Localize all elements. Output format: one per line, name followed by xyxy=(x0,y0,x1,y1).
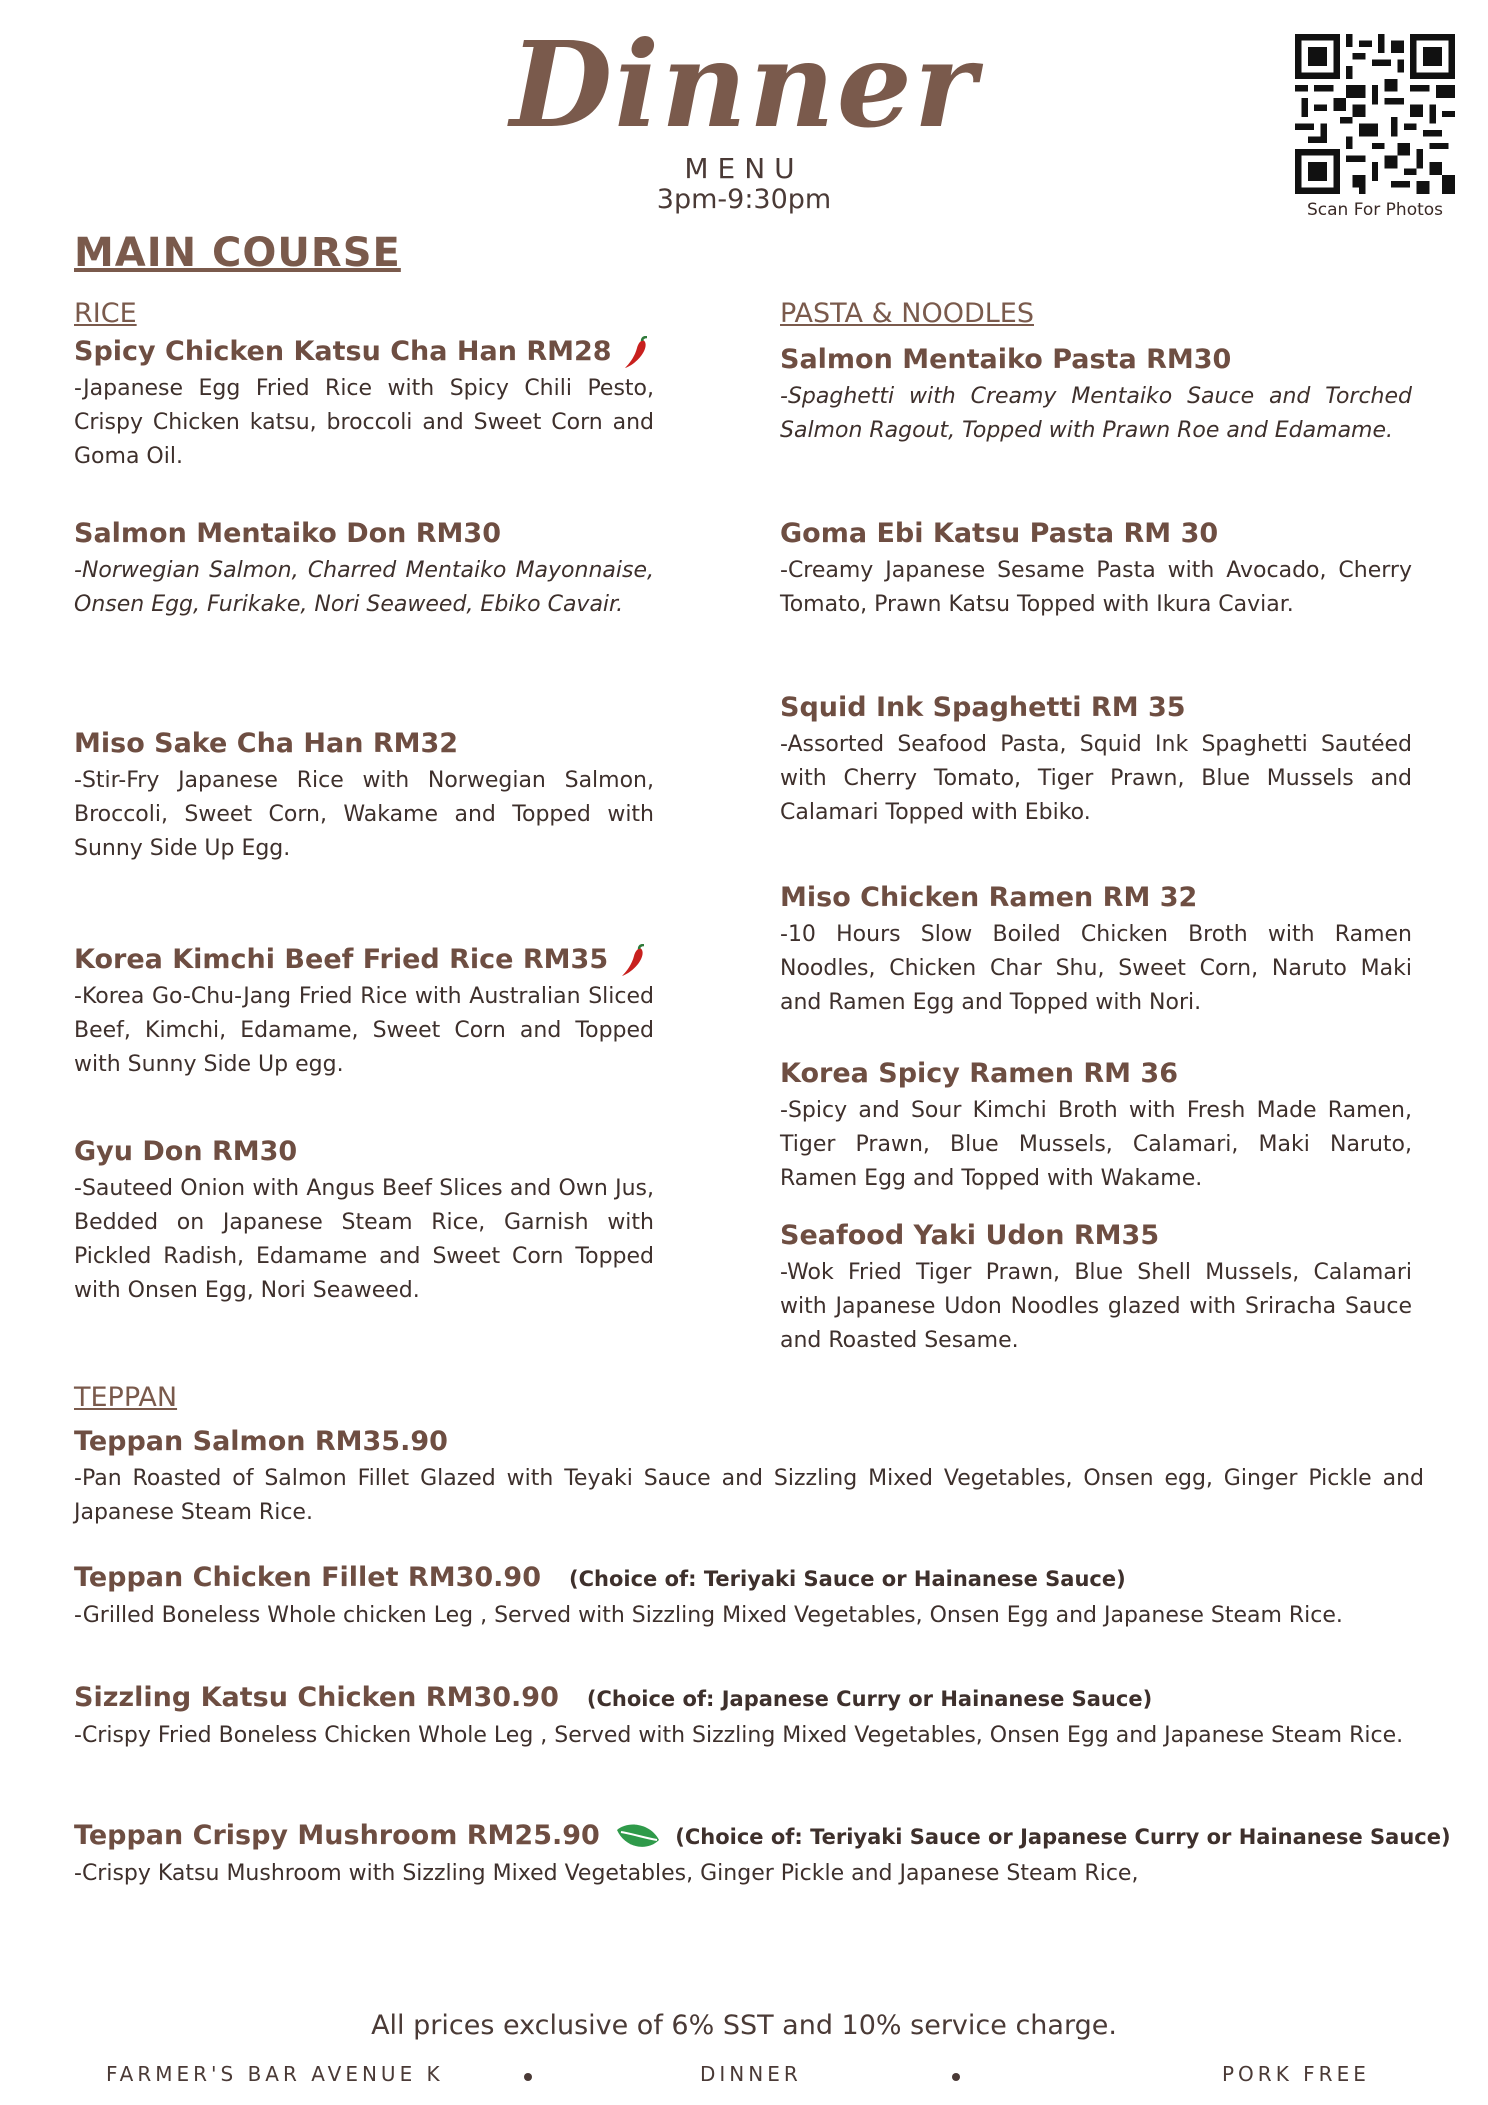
menu-item xyxy=(780,1218,1412,1358)
item-title: Squid Ink Spaghetti RM 35 xyxy=(780,692,1186,723)
item-title: Teppan Chicken Fillet RM30.90 (Choice of: Teriyaki Sauce or Hainanese Sauce) xyxy=(74,1562,1126,1593)
menu-item xyxy=(780,880,1412,1020)
item-description: -Crispy Fried Boneless Chicken Whole Leg , Served with Sizzling Mixed Vegetables, Onsen Egg and Japanese Steam Rice. xyxy=(74,1723,1404,1748)
item-title: Miso Chicken Ramen RM 32 xyxy=(780,882,1198,913)
rice-category: RICE xyxy=(74,298,137,329)
item-title: Teppan Crispy Mushroom RM25.90 (Choice of: Teriyaki Sauce or Japanese Curry or Hainanese Sauce) xyxy=(74,1820,1451,1851)
item-description: -10 Hours Slow Boiled Chicken Broth with Ramen Noodles, Chicken Char Shu, Sweet Corn, Naruto Maki and Ramen Egg and Topped with Nori. xyxy=(780,922,1412,1015)
sauce-choice: (Choice of: Teriyaki Sauce or Japanese Curry or Hainanese Sauce) xyxy=(675,1825,1451,1849)
item-title: Teppan Salmon RM35.90 xyxy=(74,1426,448,1457)
menu-item xyxy=(74,1560,1424,1633)
item-title: Sizzling Katsu Chicken RM30.90 (Choice of: Japanese Curry or Hainanese Sauce) xyxy=(74,1682,1153,1713)
item-title: Gyu Don RM30 xyxy=(74,1136,298,1167)
item-description: -Korea Go-Chu-Jang Fried Rice with Australian Sliced Beef, Kimchi, Edamame, Sweet Corn and Topped with Sunny Side Up egg. xyxy=(74,984,654,1077)
item-description: -Wok Fried Tiger Prawn, Blue Shell Mussels, Calamari with Japanese Udon Noodles glazed with Sriracha Sauce and Roasted Sesame. xyxy=(780,1260,1412,1353)
item-title: Korea Spicy Ramen RM 36 xyxy=(780,1058,1178,1089)
menu-item xyxy=(74,1818,1451,1891)
item-description: -Spaghetti with Creamy Mentaiko Sauce and Torched Salmon Ragout, Topped with Prawn Roe and Edamame. xyxy=(780,384,1412,443)
menu-item xyxy=(780,1056,1412,1196)
menu-item xyxy=(780,342,1412,448)
footer-menu-type: DINNER xyxy=(700,2062,802,2086)
sauce-choice: (Choice of: Teriyaki Sauce or Hainanese Sauce) xyxy=(569,1567,1126,1591)
menu-item xyxy=(74,1680,1424,1753)
item-title: Goma Ebi Katsu Pasta RM 30 xyxy=(780,518,1219,549)
item-description: -Creamy Japanese Sesame Pasta with Avocado, Cherry Tomato, Prawn Katsu Topped with Ikura Caviar. xyxy=(780,558,1412,617)
menu-item xyxy=(780,690,1412,830)
footer-separator xyxy=(952,2073,960,2081)
menu-item xyxy=(74,1134,654,1308)
item-title: Salmon Mentaiko Pasta RM30 xyxy=(780,344,1232,375)
footer-venue: FARMER'S BAR AVENUE K xyxy=(106,2062,444,2086)
sauce-choice: (Choice of: Japanese Curry or Hainanese Sauce) xyxy=(586,1687,1153,1711)
item-description: -Spicy and Sour Kimchi Broth with Fresh Made Ramen, Tiger Prawn, Blue Mussels, Calamari, Maki Naruto, Ramen Egg and Topped with Wakame. xyxy=(780,1098,1412,1191)
leaf-icon xyxy=(615,1822,661,1852)
item-title: Spicy Chicken Katsu Cha Han RM28 xyxy=(74,334,654,370)
pasta-noodles-category: PASTA & NOODLES xyxy=(780,298,1034,329)
dinner-logo: Dinner xyxy=(510,15,978,154)
item-description: -Pan Roasted of Salmon Fillet Glazed with Teyaki Sauce and Sizzling Mixed Vegetables, Onsen egg, Ginger Pickle and Japanese Steam Rice. xyxy=(74,1466,1424,1525)
item-title: Miso Sake Cha Han RM32 xyxy=(74,728,459,759)
item-title: Seafood Yaki Udon RM35 xyxy=(780,1220,1160,1251)
menu-heading: MENU xyxy=(684,152,804,185)
menu-item xyxy=(74,942,654,1082)
item-description: -Norwegian Salmon, Charred Mentaiko Mayonnaise, Onsen Egg, Furikake, Nori Seaweed, Ebiko Cavair. xyxy=(74,558,654,617)
menu-item xyxy=(74,334,654,474)
chili-icon xyxy=(621,336,651,370)
item-description: -Sauteed Onion with Angus Beef Slices and Own Jus, Bedded on Japanese Steam Rice, Garnish with Pickled Radish, Edamame and Sweet Corn Topped with Onsen Egg, Nori Seaweed. xyxy=(74,1176,654,1303)
menu-item xyxy=(780,516,1412,622)
footer-pork-free: PORK FREE xyxy=(1222,2062,1370,2086)
main-course-heading: MAIN COURSE xyxy=(74,230,401,276)
item-description: -Crispy Katsu Mushroom with Sizzling Mixed Vegetables, Ginger Pickle and Japanese Steam Rice, xyxy=(74,1861,1139,1886)
opening-hours: 3pm-9:30pm xyxy=(656,184,832,215)
qr-caption: Scan For Photos xyxy=(1306,200,1444,220)
item-description: -Japanese Egg Fried Rice with Spicy Chili Pesto, Crispy Chicken katsu, broccoli and Sweet Corn and Goma Oil. xyxy=(74,376,654,469)
footer-separator xyxy=(524,2073,532,2081)
price-disclaimer: All prices exclusive of 6% SST and 10% service charge. xyxy=(371,2010,1117,2041)
qr-code[interactable] xyxy=(1295,34,1455,194)
item-title: Korea Kimchi Beef Fried Rice RM35 xyxy=(74,942,654,978)
menu-item xyxy=(74,516,654,622)
menu-item xyxy=(74,1424,1424,1530)
item-description: -Assorted Seafood Pasta, Squid Ink Spaghetti Sautéed with Cherry Tomato, Tiger Prawn, Blue Mussels and Calamari Topped with Ebiko. xyxy=(780,732,1412,825)
item-description: -Grilled Boneless Whole chicken Leg , Served with Sizzling Mixed Vegetables, Onsen Egg and Japanese Steam Rice. xyxy=(74,1603,1343,1628)
chili-icon xyxy=(618,944,648,978)
teppan-category: TEPPAN xyxy=(74,1382,178,1413)
item-description: -Stir-Fry Japanese Rice with Norwegian Salmon, Broccoli, Sweet Corn, Wakame and Topped with Sunny Side Up Egg. xyxy=(74,768,654,861)
item-title: Salmon Mentaiko Don RM30 xyxy=(74,518,502,549)
menu-item xyxy=(74,726,654,866)
